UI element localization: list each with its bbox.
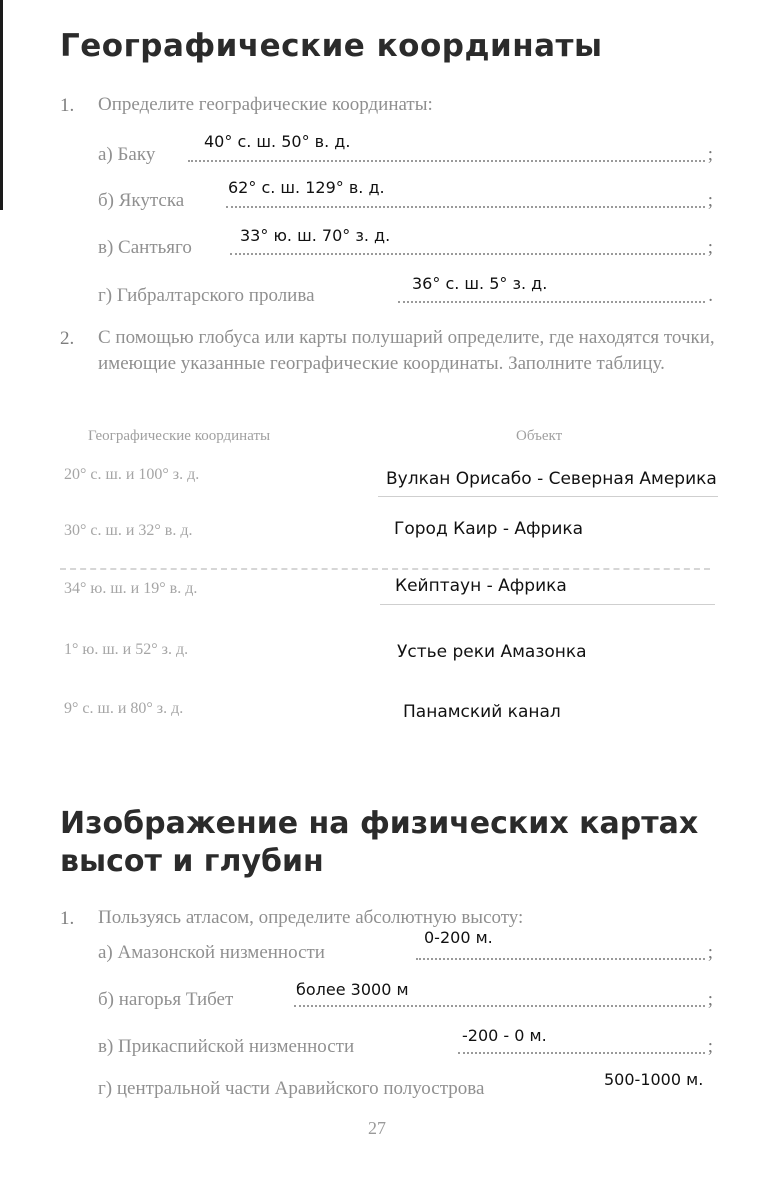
task-text: С помощью глобуса или карты полушарий определите, где находятся точки, имеющие указанные географические координаты. Заполните таблицу. bbox=[98, 327, 715, 374]
row-label: б) Якутска bbox=[98, 190, 185, 211]
row-label: а) Баку bbox=[98, 144, 156, 165]
row-label: в) Сантьяго bbox=[98, 237, 192, 258]
dotted-line bbox=[226, 206, 705, 208]
handwritten-answer[interactable]: 0-200 м. bbox=[424, 928, 493, 947]
task-number: 1. bbox=[60, 908, 75, 929]
section-title-heights-depths: Изображение на физических картах высот и глубин bbox=[60, 806, 699, 879]
row-label: а) Амазонской низменности bbox=[98, 942, 325, 963]
dotted-line bbox=[230, 253, 705, 255]
handwritten-answer[interactable]: -200 - 0 м. bbox=[462, 1026, 547, 1045]
table-divider bbox=[60, 568, 710, 570]
table-cell-object[interactable]: Город Каир - Африка bbox=[394, 519, 584, 539]
task-text: Определите географические координаты: bbox=[98, 94, 433, 115]
dotted-line bbox=[398, 301, 705, 303]
table-cell-object[interactable]: Кейптаун - Африка bbox=[395, 576, 567, 596]
answer-row-caspian bbox=[98, 1032, 713, 1058]
handwritten-answer[interactable]: 62° с. ш. 129° в. д. bbox=[228, 178, 385, 197]
table-cell-object[interactable]: Устье реки Амазонка bbox=[397, 642, 587, 662]
row-end: . bbox=[708, 285, 713, 306]
dotted-line bbox=[294, 1005, 705, 1007]
answer-row-amazon bbox=[98, 938, 713, 964]
table-cell-coords: 34° ю. ш. и 19° в. д. bbox=[64, 580, 198, 597]
answer-row-baku bbox=[98, 140, 713, 166]
table-cell-coords: 30° с. ш. и 32° в. д. bbox=[64, 522, 193, 539]
row-end: ; bbox=[707, 1036, 713, 1057]
row-end: ; bbox=[707, 237, 713, 258]
handwritten-answer[interactable]: 40° с. ш. 50° в. д. bbox=[204, 132, 351, 151]
handwritten-answer[interactable]: 33° ю. ш. 70° з. д. bbox=[240, 226, 391, 245]
page-number: 27 bbox=[368, 1118, 386, 1138]
handwritten-answer[interactable]: 500-1000 м. bbox=[604, 1070, 704, 1089]
row-end: ; bbox=[707, 190, 713, 211]
table-rule bbox=[380, 604, 715, 605]
table-cell-coords: 20° с. ш. и 100° з. д. bbox=[64, 466, 200, 483]
table-rule bbox=[378, 496, 718, 497]
row-label: б) нагорья Тибет bbox=[98, 989, 234, 1010]
dotted-line bbox=[458, 1052, 705, 1054]
row-end: ; bbox=[707, 942, 713, 963]
section-title-coordinates: Географические координаты bbox=[60, 28, 603, 64]
table-cell-coords: 9° с. ш. и 80° з. д. bbox=[64, 700, 184, 717]
handwritten-answer[interactable]: 36° с. ш. 5° з. д. bbox=[412, 274, 548, 293]
task-number: 2. bbox=[60, 328, 75, 349]
answer-row-yakutsk bbox=[98, 186, 713, 212]
row-label: г) Гибралтарского пролива bbox=[98, 285, 315, 306]
table-header-coordinates: Географические координаты bbox=[88, 428, 271, 444]
table-cell-object[interactable]: Панамский канал bbox=[403, 702, 561, 722]
scan-edge-shadow bbox=[0, 0, 3, 210]
answer-row-gibraltar bbox=[98, 281, 713, 307]
row-label: г) центральной части Аравийского полуострова bbox=[98, 1078, 485, 1099]
handwritten-answer[interactable]: более 3000 м bbox=[296, 980, 409, 999]
row-end: ; bbox=[707, 989, 713, 1010]
row-label: в) Прикаспийской низменности bbox=[98, 1036, 355, 1057]
row-end: ; bbox=[707, 144, 713, 165]
answer-row-santiago bbox=[98, 233, 713, 259]
dotted-line bbox=[188, 160, 705, 162]
dotted-line bbox=[416, 958, 705, 960]
table-header-object: Объект bbox=[516, 428, 563, 444]
table-cell-coords: 1° ю. ш. и 52° з. д. bbox=[64, 641, 189, 658]
table-cell-object[interactable]: Вулкан Орисабо - Северная Америка bbox=[386, 469, 717, 489]
task-text: Пользуясь атласом, определите абсолютную высоту: bbox=[98, 907, 524, 928]
task-number: 1. bbox=[60, 95, 75, 116]
